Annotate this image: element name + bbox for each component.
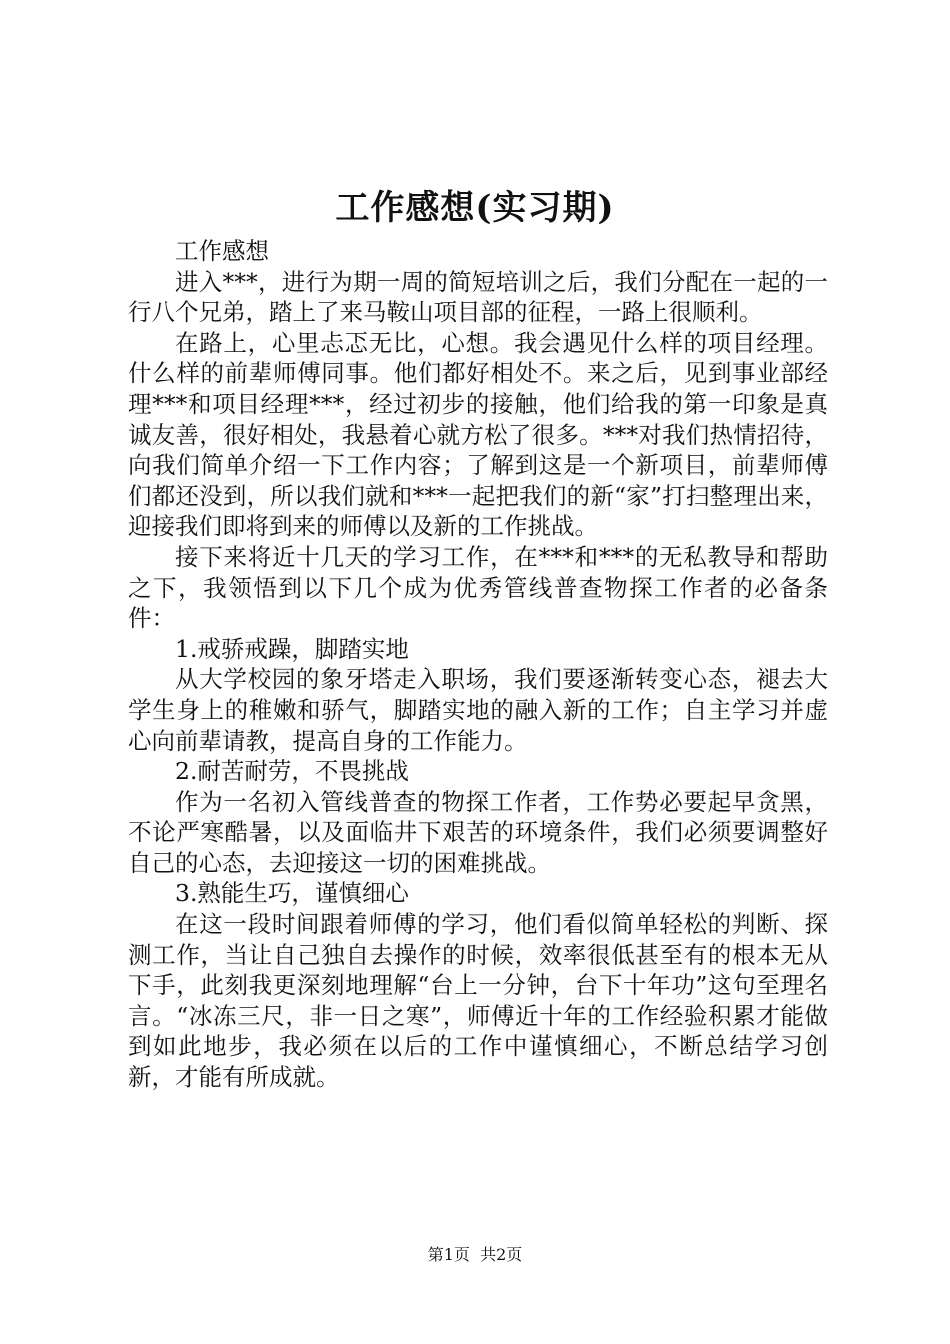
point-3-heading: 3.熟能生巧，谨慎细心 (175, 879, 409, 908)
paragraph-first-impression: 在路上，心里忐忑无比，心想。我会遇见什么样的项目经理。什么样的前辈师傅同事。他们都好相处不。来之后，见到事业部经理***和项目经理***，经过初步的接触，他们给我的第一印象是真诚友善，很好相处，我悬着心就方松了很多。***对我们热情招待，向我们简单介绍一下工作内容；了解到这是一个新项目，前辈师傅们都还没到，所以我们就和***一起把我们的新“家”打扫整理出来，迎接我们即将到来的师傅以及新的工作挑战。 (128, 328, 828, 541)
point-2-heading: 2.耐苦耐劳，不畏挑战 (175, 757, 409, 786)
document-body (128, 236, 828, 1093)
page-footer: 第1页 共2页 (427, 1245, 523, 1264)
paragraph-arrival: 进入***，进行为期一周的简短培训之后，我们分配在一起的一行八个兄弟，踏上了来马鞍山项目部的征程，一路上很顺利。 (128, 267, 828, 327)
paragraph-heading: 工作感想 (175, 237, 269, 265)
point-1-heading: 1.戒骄戒躁，脚踏实地 (175, 634, 409, 663)
point-2-text: 作为一名初入管线普查的物探工作者，工作势必要起早贪黑，不论严寒酷暑，以及面临井下艰苦的环境条件，我们必须要调整好自己的心态，去迎接这一切的困难挑战。 (128, 787, 828, 877)
point-3-text: 在这一段时间跟着师傅的学习，他们看似简单轻松的判断、探测工作，当让自己独自去操作的时候，效率很低甚至有的根本无从下手，此刻我更深刻地理解“台上一分钟，台下十年功”这句至理名言。“冰冻三尺，非一日之寒”，师傅近十年的工作经验积累才能做到如此地步，我必须在以后的工作中谨慎细心，不断总结学习创新，才能有所成就。 (128, 910, 828, 1092)
paragraph-learning-intro: 接下来将近十几天的学习工作，在***和***的无私教导和帮助之下，我领悟到以下几个成为优秀管线普查物探工作者的必备条件： (128, 542, 828, 633)
point-1-text: 从大学校园的象牙塔走入职场，我们要逐渐转变心态，褪去大学生身上的稚嫩和骄气，脚踏实地的融入新的工作；自主学习并虚心向前辈请教，提高自身的工作能力。 (128, 665, 828, 755)
document-title: 工作感想(实习期) (335, 188, 615, 228)
